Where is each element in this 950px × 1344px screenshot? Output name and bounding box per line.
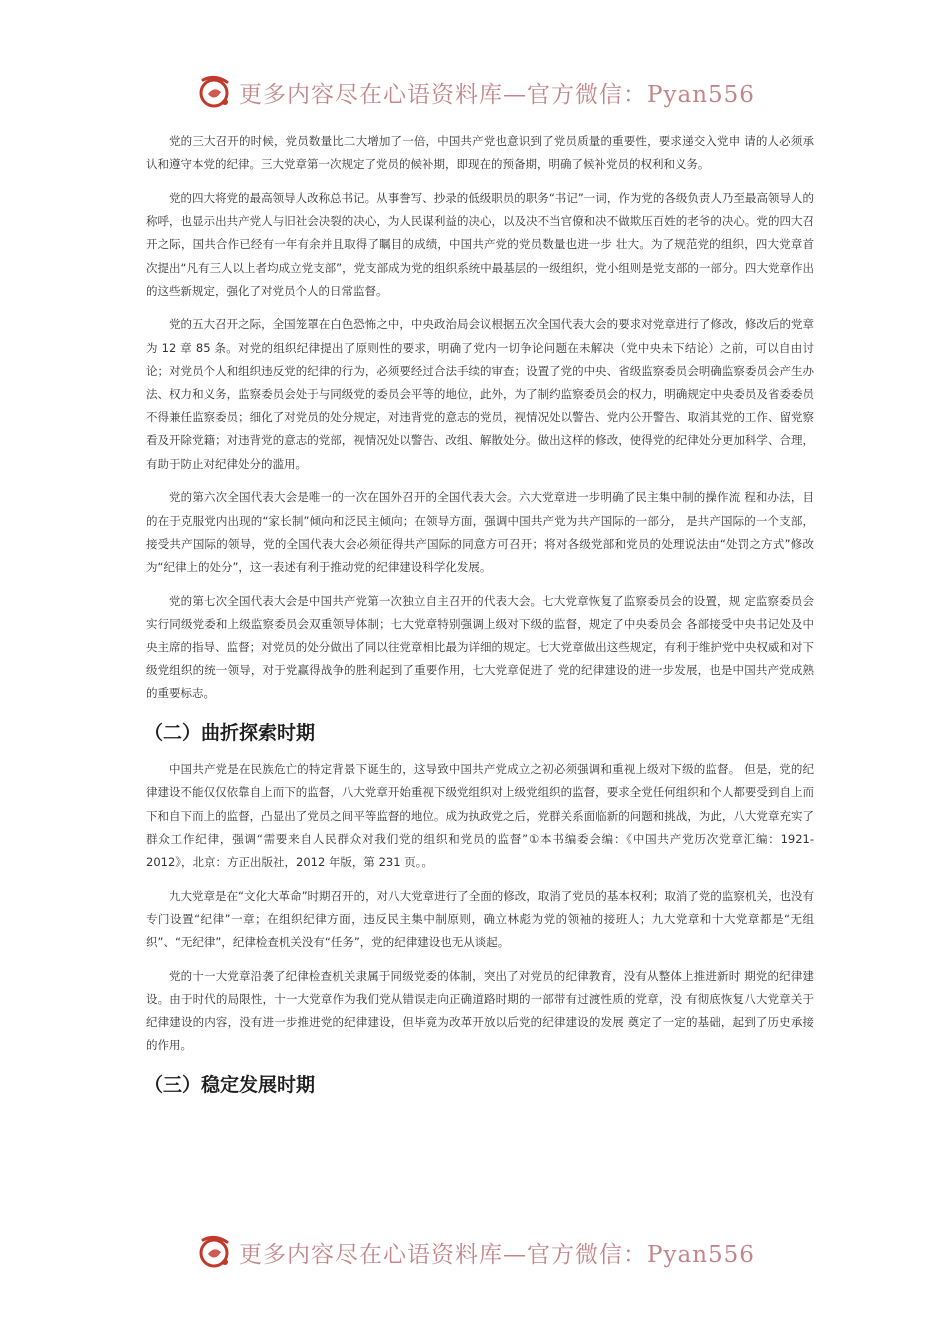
paragraph: 党的第七次全国代表大会是中国共产党第一次独立自主召开的代表大会。七大党章恢复了监察委员会的设置，规 定监察委员会实行同级党委和上级监察委员会双重领导体制；七大党章特别强调上级对下级的监督，规定了中央委员会 各部接受中央书记处及中央主席的指导、监督；对党员的处分做出了同以往党章相比最为详细的规定。七大党章做出这些规定，有利于维护党中央权威和对下级党组织的统一领导，对于党赢得战争的胜利起到了重要作用，七大党章促进了 党的纪律建设的进一步发展，也是中国共产党成熟的重要标志。 [146,593,814,701]
document-body [146,130,814,1110]
banner-text: 更多内容尽在心语资料库—官方微信：Pyan556 [239,1241,755,1268]
section-heading: （二）曲折探索时期 [144,722,316,745]
paragraph: 党的三大召开的时候，党员数量比二大增加了一倍，中国共产党也意识到了党员质量的重要性，要求递交入党申 请的人必须承认和遵守本党的纪律。三大党章第一次规定了党员的候补期，即现在的预备期，明确了候补党员的权利和义务。 [146,134,814,172]
section-heading: （三）稳定发展时期 [144,1074,316,1097]
banner-text: 更多内容尽在心语资料库—官方微信：Pyan556 [239,81,755,108]
paragraph: 党的第六次全国代表大会是唯一的一次在国外召开的全国代表大会。六大党章进一步明确了民主集中制的操作流 程和办法，目的在于克服党内出现的“家长制”倾向和泛民主倾向；在领导方面，强调中国共产党为共产国际的一部分， 是共产国际的一个支部，接受共产国际的领导，党的全国代表大会必须征得共产国际的同意方可召开；将对各级党部和党员的处理说法由“处罚之方式”修改为“纪律上的处分”，这一表述有利于推动党的纪律建设科学化发展。 [146,490,814,574]
paragraph: 中国共产党是在民族危亡的特定背景下诞生的，这导致中国共产党成立之初必须强调和重视上级对下级的监督。 但是，党的纪律建设不能仅仅依靠自上而下的监督，八大党章开始重视下级党组织对上级党组织的监督，要求全党任何组织和个人都要受到自上而下和自下而上的监督，凸显出了党员之间平等监督的地位。成为执政党之后，党群关系面临新的问题和挑战，为此，八大党章充实了群众工作纪律，强调“需要来自人民群众对我们党的组织和党员的监督”①本书编委会编：《中国共产党历次党章汇编：1921-2012》，北京：方正出版社，2012 年版，第 231 页。。 [146,762,814,869]
header-banner [0,70,950,114]
logo-icon [195,1232,235,1272]
logo-icon [195,72,235,112]
footer-banner [0,1230,950,1274]
paragraph: 九大党章是在“文化大革命”时期召开的，对八大党章进行了全面的修改，取消了党员的基本权利；取消了党的监察机关，也没有专门设置“纪律”一章；在组织纪律方面，违反民主集中制原则，确立林彪为党的领袖的接班人；九大党章和十大党章都是“无组织”、“无纪律”，纪律检查机关没有“任务”，党的纪律建设也无从谈起。 [146,888,814,950]
paragraph: 党的四大将党的最高领导人改称总书记。从事誊写、抄录的低级职员的职务“书记”一词，作为党的各级负责人乃至最高领导人的称呼，也显示出共产党人与旧社会决裂的决心，为人民谋利益的决心，以及决不当官僚和决不做欺压百姓的老爷的决心。党的四大召开之际，国共合作已经有一年有余并且取得了瞩目的成绩，中国共产党的党员数量也进一步 壮大。为了规范党的组织，四大党章首次提出“凡有三人以上者均成立党支部”，党支部成为党的组织系统中最基层的一级组织，党小组则是党支部的一部分。四大党章作出的这些新规定，强化了对党员个人的日常监督。 [146,190,814,298]
paragraph: 党的五大召开之际，全国笼罩在白色恐怖之中，中央政治局会议根据五次全国代表大会的要求对党章进行了修改，修改后的党章为 12 章 85 条。对党的组织纪律提出了原则性的要求，明确了党内一切争论问题在未解决（党中央未下结论）之前，可以自由讨论；对党员个人和组织违反党的纪律的行为，必须要经过合法手续的审查；设置了党的中央、省级监察委员会明确监察委员会产生办法、权力和义务，监察委员会处于与同级党的委员会平等的地位，此外，为了制约监察委员会的权力，明确规定中央委员及省委委员不得兼任监察委员；细化了对党员的处分规定，对违背党的意志的党员，视情况处以警告、党内公开警告、取消其党的工作、留党察看及开除党籍；对违背党的意志的党部，视情况处以警告、改组、解散处分。做出这样的修改，使得党的纪律处分更加科学、合理，有助于防止对纪律处分的滥用。 [146,317,814,471]
paragraph: 党的十一大党章沿袭了纪律检查机关隶属于同级党委的体制，突出了对党员的纪律教育，没有从整体上推进新时 期党的纪律建设。由于时代的局限性，十一大党章作为我们党从错误走向正确道路时期的一部带有过渡性质的党章，没 有彻底恢复八大党章关于纪律建设的内容，没有进一步推进党的纪律建设，但毕竟为改革开放以后党的纪律建设的发展 奠定了一定的基础，起到了历史承接的作用。 [146,968,814,1053]
